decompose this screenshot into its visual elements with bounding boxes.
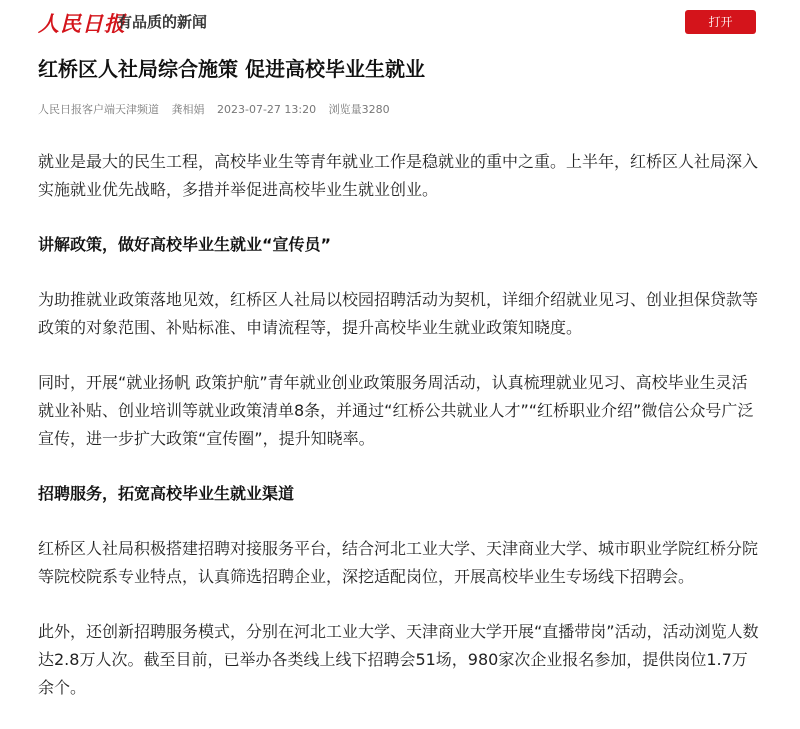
article-meta <box>38 101 399 117</box>
app-logo[interactable]: 人民日报 <box>38 11 126 36</box>
top-bar <box>0 0 800 44</box>
paragraph: 为助推就业政策落地见效，红桥区人社局以校园招聘活动为契机，详细介绍就业见习、创业担保贷款等政策的对象范围、补贴标准、申请流程等，提升高校毕业生就业政策知晓度。 <box>38 290 759 337</box>
article-time: 2023-07-27 13:20 <box>217 103 317 116</box>
article-body <box>38 148 762 729</box>
article-title: 红桥区人社局综合施策 促进高校毕业生就业 <box>38 57 425 81</box>
section-heading: 招聘服务，拓宽高校毕业生就业渠道 <box>38 484 295 503</box>
paragraph: 此外，还创新招聘服务模式，分别在河北工业大学、天津商业大学开展“直播带岗”活动，活动浏览人数达2.8万人次。截至目前，已举办各类线上线下招聘会51场，980家次企业报名参加，提供岗位1.7万余个。 <box>38 622 759 697</box>
paragraph: 就业是最大的民生工程，高校毕业生等青年就业工作是稳就业的重中之重。上半年，红桥区人社局深入实施就业优先战略，多措并举促进高校毕业生就业创业。 <box>38 152 759 199</box>
article-source: 人民日报客户端天津频道 <box>38 103 159 116</box>
article-views: 浏览量3280 <box>328 103 390 116</box>
paragraph: 同时，开展“就业扬帆 政策护航”青年就业创业政策服务周活动，认真梳理就业见习、高校毕业生灵活就业补贴、创业培训等就业政策清单8条，并通过“红桥公共就业人才”“红桥职业介绍”微信公众号广泛宣传，进一步扩大政策“宣传圈”，提升知晓率。 <box>38 373 754 448</box>
section-heading: 讲解政策，做好高校毕业生就业“宣传员” <box>38 235 332 254</box>
paragraph: 红桥区人社局积极搭建招聘对接服务平台，结合河北工业大学、天津商业大学、城市职业学院红桥分院等院校院系专业特点，认真筛选招聘企业，深挖适配岗位，开展高校毕业生专场线下招聘会。 <box>38 539 759 586</box>
slogan: 有品质的新闻 <box>117 13 208 31</box>
open-app-button[interactable]: 打开 <box>685 10 756 34</box>
article-author: 龚相娟 <box>171 103 205 116</box>
